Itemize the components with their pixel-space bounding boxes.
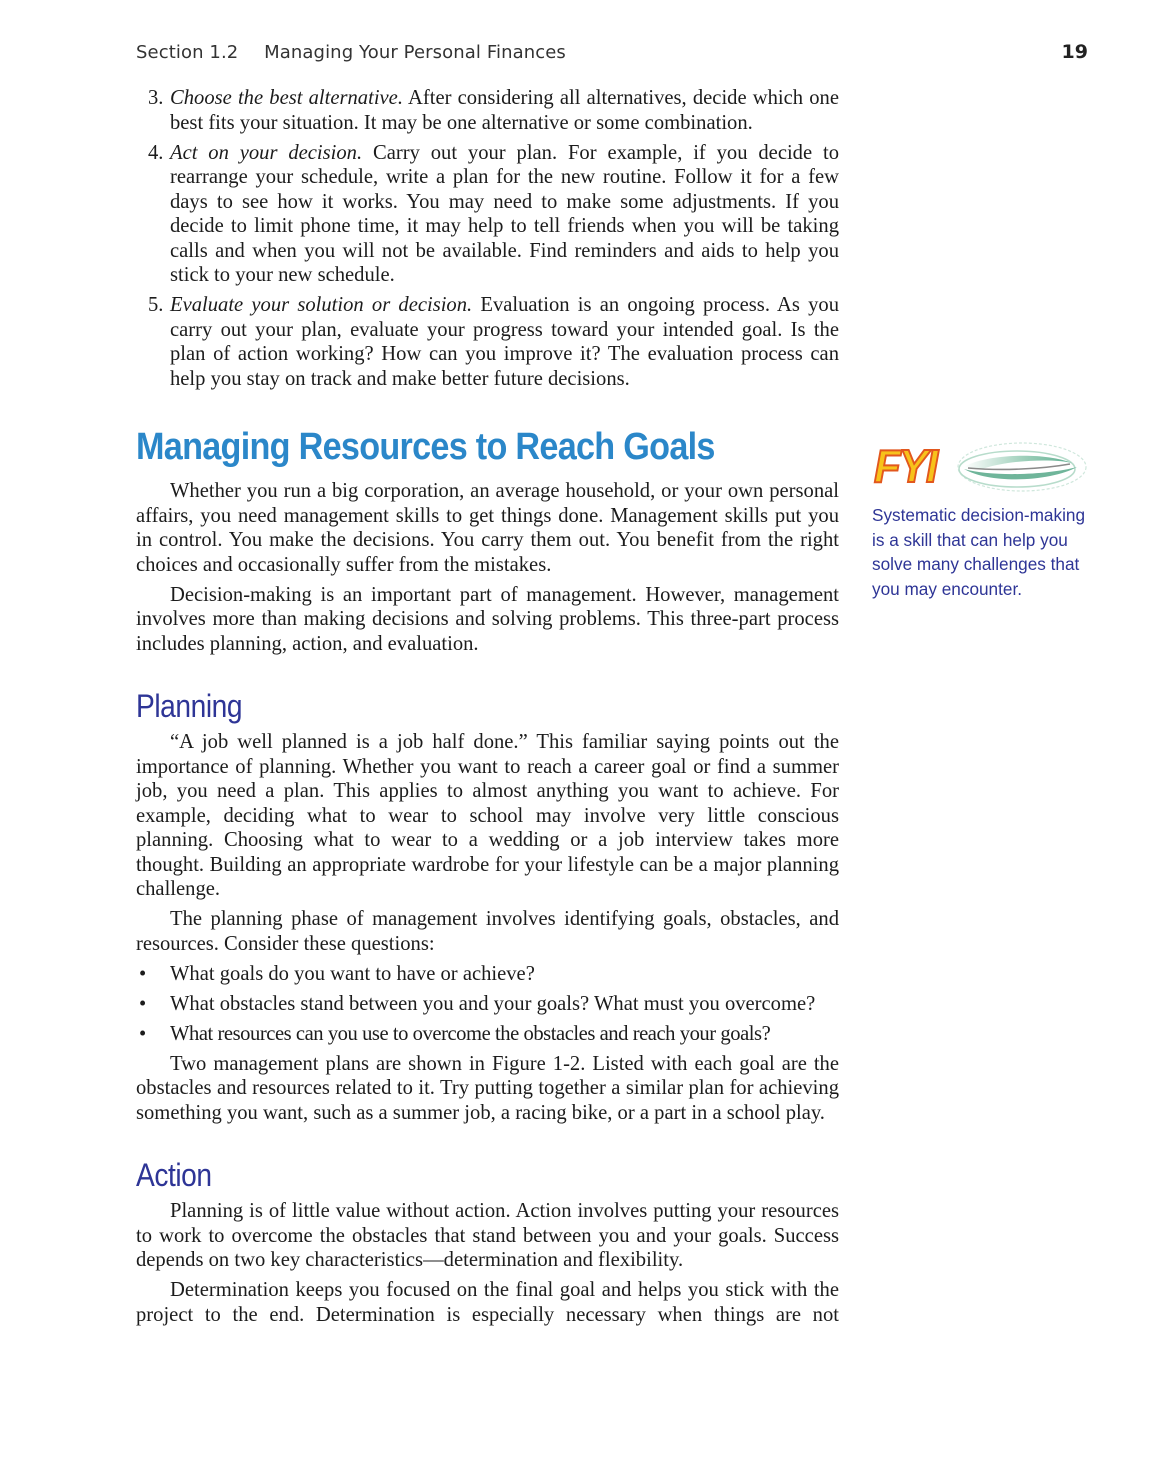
step-item	[136, 86, 839, 135]
paragraph: “A job well planned is a job half done.” This familiar saying points out the importance of planning. Whether you want to reach a career goal or find a summer job, you need a plan. This applies to almost anything you want to achieve. For example, deciding what to wear to school may involve very little conscious planning. Choosing what to wear to a wedding or a job interview takes more thought. Building an appropriate wardrobe for your lifestyle can be a major planning challenge.	[136, 731, 839, 900]
paragraph: Whether you run a big corporation, an average household, or your own personal affairs, you need management skills to get things done. Management skills put you in control. You make the decisions. You carry them out. You benefit from the right choices and occasionally suffer from the mistakes.	[136, 480, 839, 576]
question-text: What goals do you want to have or achieve?	[170, 962, 535, 985]
question-item	[136, 992, 839, 1017]
paragraph: Two management plans are shown in Figure 1-2. Listed with each goal are the obstacles and resources related to it. Try putting together a similar plan for achieving something you want, such as a summer job, a racing bike, or a part in a school play.	[136, 1052, 839, 1124]
fyi-text: Systematic decision-making is a skill that can help you solve many challenges that you may encounter.	[872, 505, 1086, 599]
bullet-icon: •	[139, 962, 147, 985]
paragraph: Determination keeps you focused on the final goal and helps you stick with the project to the end. Determination is especially necessary when things are not	[136, 1279, 839, 1326]
step-text: After considering all alternatives, decide which one best fits your situation. It may be one alternative or some combination.	[170, 87, 839, 134]
fyi-sidebar	[872, 437, 1092, 601]
main-column	[136, 86, 839, 1333]
step-number: 4.	[148, 141, 164, 164]
chapter-title: Managing Your Personal Finances	[264, 42, 566, 63]
step-number: 5.	[148, 294, 164, 316]
page-number: 19	[1061, 41, 1088, 63]
step-term: Evaluate your solution or decision.	[170, 294, 473, 316]
fyi-logo	[872, 437, 1092, 497]
step-number: 3.	[148, 87, 164, 109]
step-item	[136, 141, 839, 288]
action-heading: Action	[136, 1157, 212, 1193]
step-term: Act on your decision.	[170, 141, 363, 164]
planning-questions-list	[136, 962, 839, 1047]
question-text: What resources can you use to overcome the obstacles and reach your goals?	[170, 1022, 771, 1045]
fyi-label: FYI	[874, 440, 937, 492]
section-heading: Managing Resources to Reach Goals	[136, 426, 715, 468]
running-header	[136, 42, 566, 63]
paragraph: Planning is of little value without action. Action involves putting your resources to work to overcome the obstacles that stand between you and your goals. Success depends on two key characteristics—determination and flexibility.	[136, 1200, 839, 1271]
step-item	[136, 293, 839, 391]
step-text: Evaluation is an ongoing process. As you carry out your plan, evaluate your progress toward your intended goal. Is the plan of action working? How can you improve it? The evaluation process can help you stay on track and make better future decisions.	[170, 294, 839, 390]
bullet-icon: •	[139, 992, 147, 1015]
planning-heading: Planning	[136, 688, 243, 724]
question-text: What obstacles stand between you and your goals? What must you overcome?	[170, 992, 816, 1015]
question-item	[136, 962, 839, 987]
step-term: Choose the best alternative.	[170, 87, 403, 109]
step-text: Carry out your plan. For example, if you decide to rearrange your schedule, write a plan for the new routine. Follow it for a few days to see how it works. You may need to make some adjustments. If you decide to limit phone time, it may help to tell friends when you will be taking calls and when you will not be available. Find reminders and aids to help you stick to your new schedule.	[170, 141, 839, 286]
section-number: Section 1.2	[136, 42, 239, 63]
paragraph: The planning phase of management involves identifying goals, obstacles, and resources. Consider these questions:	[136, 908, 839, 955]
bullet-icon: •	[139, 1022, 146, 1045]
question-item	[136, 1022, 839, 1047]
decision-steps-list	[136, 86, 839, 391]
paragraph: Decision-making is an important part of management. However, management involves more than making decisions and solving problems. This three-part process includes planning, action, and evaluation.	[136, 583, 839, 655]
